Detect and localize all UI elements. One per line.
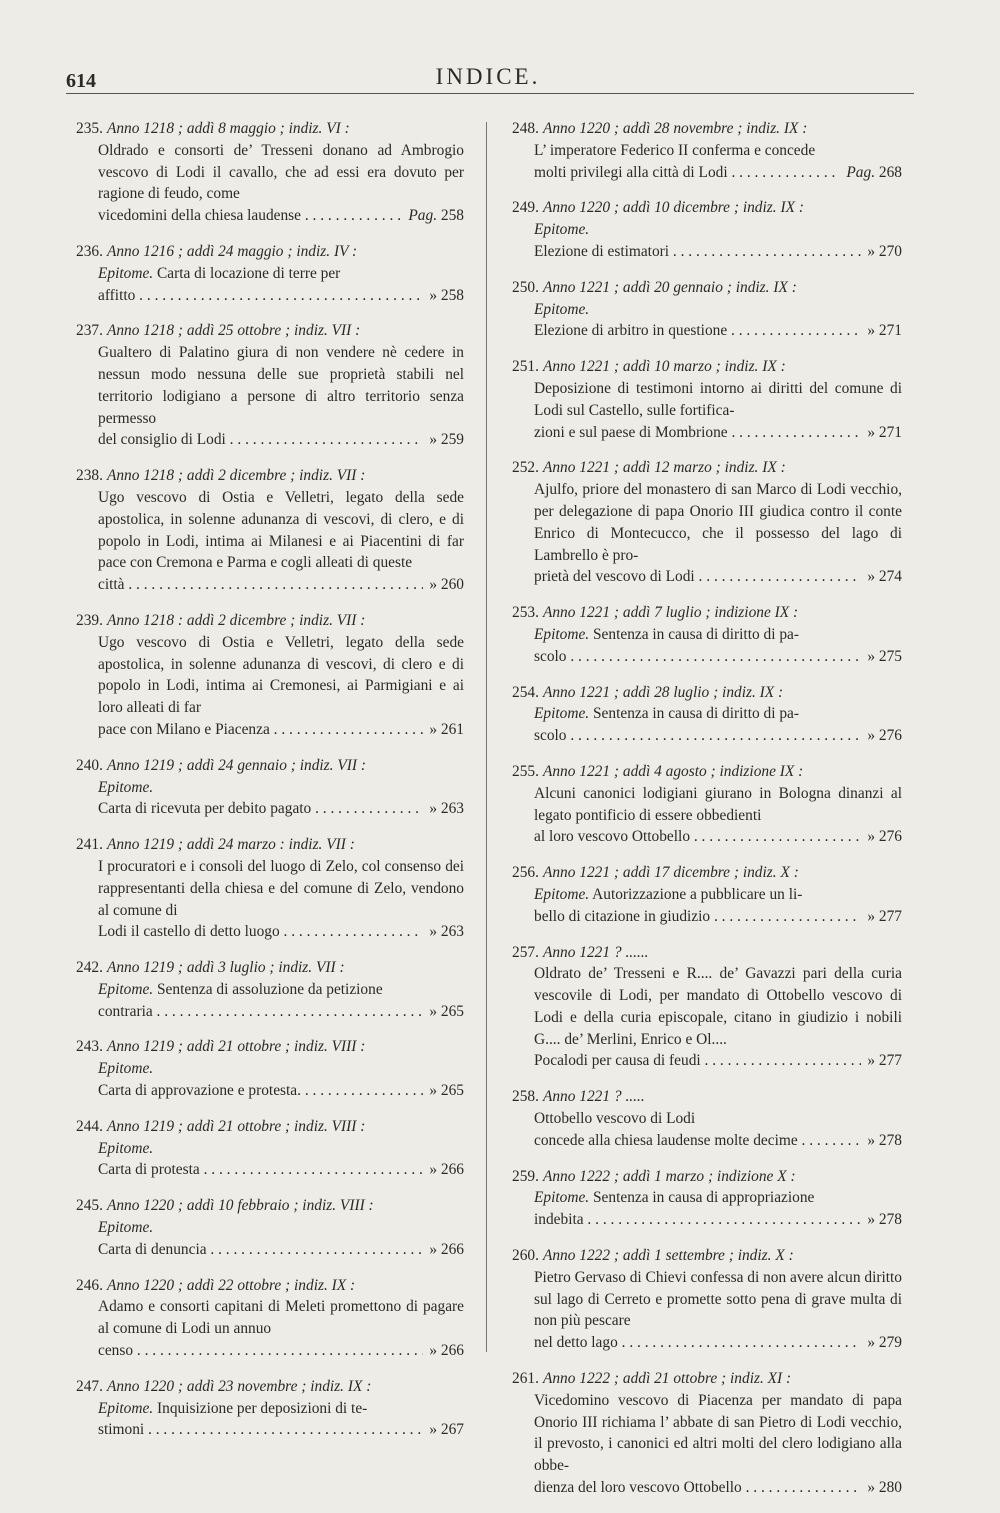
entry-last-line: Carta di ricevuta per debito pagato . . . <box>98 798 423 820</box>
entry-date-heading: Anno 1222 ; addì 21 ottobre ; indiz. XI : <box>542 1370 792 1388</box>
entry-number: 244. <box>76 1117 103 1135</box>
page-ref-label: Pag. <box>408 207 438 225</box>
entry-number: 253. <box>512 604 539 622</box>
entry-last-line: scolo . . . <box>534 725 861 747</box>
entry-date-heading: Anno 1218 ; addì 25 ottobre ; indiz. VII : <box>106 322 361 340</box>
page-ref-label: » <box>867 727 876 745</box>
entry-date-heading: Anno 1221 ; addì 10 marzo ; indiz. IX : <box>542 358 786 376</box>
entry-date-heading: Anno 1219 ; addì 21 ottobre ; indiz. VIII : <box>106 1117 366 1135</box>
page-ref-label: » <box>429 1421 438 1439</box>
entry-date-heading: Anno 1219 ; addì 21 ottobre ; indiz. VIII : <box>106 1038 366 1056</box>
entry-number: 241. <box>76 836 103 854</box>
entry-number: 238. <box>76 467 103 485</box>
page-reference: 265 <box>440 1002 464 1020</box>
entry-number: 246. <box>76 1276 103 1294</box>
entry-number: 247. <box>76 1377 103 1395</box>
page-reference: 266 <box>440 1161 464 1179</box>
index-entry <box>512 862 902 927</box>
entry-date-heading: Anno 1216 ; addì 24 maggio ; indiz. IV : <box>106 242 358 260</box>
index-entry <box>512 602 902 667</box>
entry-date-heading: Anno 1222 ; addì 1 marzo ; indizione X : <box>542 1167 796 1185</box>
entry-number: 252. <box>512 459 539 477</box>
epitome-label: Epitome. <box>98 1060 154 1078</box>
page-reference: 263 <box>440 923 464 941</box>
entry-last-line: molti privilegi alla città di Lodi . . . <box>534 162 840 184</box>
entry-text: Inquisizione per deposizioni di te- <box>157 1399 368 1417</box>
entry-last-line: stimoni . . . <box>98 1419 423 1441</box>
entry-date-heading: Anno 1220 ; addì 22 ottobre ; indiz. IX : <box>106 1276 356 1294</box>
column-divider <box>486 122 487 1352</box>
index-entry <box>76 957 464 1022</box>
entry-last-line: Carta di approvazione e protesta. . . . <box>98 1080 423 1102</box>
entry-last-line: Elezione di arbitro in questione . . . <box>534 320 861 342</box>
index-entry <box>76 118 464 227</box>
page-reference: 280 <box>878 1479 902 1497</box>
page-reference: 276 <box>878 727 902 745</box>
entry-text: I procuratori e i consoli del luogo di Zelo, col consenso dei rappresentanti della chiesa e del comune di Zelo, vendono al comune di <box>98 857 464 919</box>
entry-last-line: città . . . <box>98 574 423 596</box>
entry-number: 237. <box>76 322 103 340</box>
page-reference: 259 <box>440 431 464 449</box>
index-entry <box>512 1166 902 1231</box>
page-reference: 271 <box>878 423 902 441</box>
entry-text: Ottobello vescovo di Lodi <box>534 1110 696 1128</box>
page-ref-label: » <box>429 720 438 738</box>
entry-last-line: Carta di protesta . . . <box>98 1159 423 1181</box>
entry-text: Sentenza in causa di diritto di pa- <box>593 705 800 723</box>
entry-date-heading: Anno 1220 ; addì 10 febbraio ; indiz. VIII : <box>106 1197 374 1215</box>
entry-number: 236. <box>76 242 103 260</box>
page-ref-label: » <box>429 286 438 304</box>
entry-date-heading: Anno 1219 ; addì 24 marzo : indiz. VII : <box>106 836 355 854</box>
entry-last-line: Lodi il castello di detto luogo . . . <box>98 921 423 943</box>
index-entry <box>76 610 464 741</box>
page-ref-label: » <box>429 1082 438 1100</box>
entry-date-heading: Anno 1220 ; addì 28 novembre ; indiz. IX : <box>542 120 808 137</box>
entry-number: 255. <box>512 762 539 780</box>
entry-text: L’ imperatore Federico II conferma e concede <box>534 141 816 159</box>
entry-text: Pietro Gervaso di Chievi confessa di non avere alcun diritto sul lago di Cerreto e promette sotto pena di grave multa di non più pescare <box>534 1268 902 1330</box>
right-column <box>512 118 902 1513</box>
page-ref-label: » <box>429 431 438 449</box>
index-entry <box>76 320 464 451</box>
page-ref-label: » <box>429 1002 438 1020</box>
page-ref-label: » <box>429 923 438 941</box>
index-entry <box>512 682 902 747</box>
epitome-label: Epitome. <box>534 885 590 903</box>
page-reference: 278 <box>878 1211 902 1229</box>
index-entry <box>76 1275 464 1362</box>
index-entry <box>512 457 902 588</box>
entry-date-heading: Anno 1219 ; addì 3 luglio ; indiz. VII : <box>106 959 345 977</box>
entry-date-heading: Anno 1220 ; addì 23 novembre ; indiz. IX : <box>106 1377 372 1395</box>
page-reference: 277 <box>878 907 902 925</box>
entry-text: Ugo vescovo di Ostia e Velletri, legato della sede apostolica, in solenne adunanza di vescovi, di clero e di popolo in Lodi, intima ai Cremonesi, ai Parmigiani e ai loro alleati di far <box>98 633 464 717</box>
entry-date-heading: Anno 1221 ; addì 4 agosto ; indizione IX : <box>542 762 804 780</box>
entry-last-line: pace con Milano e Piacenza . . . <box>98 719 423 741</box>
page-number: 614 <box>66 70 96 92</box>
page-ref-label: » <box>429 800 438 818</box>
page-ref-label: » <box>867 423 876 441</box>
entry-text: Ugo vescovo di Ostia e Velletri, legato della sede apostolica, in solenne adunanza di vescovi, di clero, e di popolo in Lodi, intima ai Milanesi e ai Piacentini di far pace con Cremona e Parma e cogli alleati di queste <box>98 488 464 572</box>
entry-date-heading: Anno 1221 ; addì 7 luglio ; indizione IX : <box>542 604 799 622</box>
entry-number: 248. <box>512 120 539 137</box>
page-ref-label: » <box>429 1342 438 1360</box>
page-ref-label: » <box>867 907 876 925</box>
entry-number: 254. <box>512 683 539 701</box>
entry-date-heading: Anno 1220 ; addì 10 dicembre ; indiz. IX : <box>542 199 804 217</box>
index-entry <box>76 465 464 596</box>
page-ref-label: » <box>867 828 876 846</box>
page-reference: 270 <box>878 242 902 260</box>
page-ref-label: » <box>867 568 876 586</box>
entry-text: Autorizzazione a pubblicare un li- <box>592 885 803 903</box>
page-reference: 263 <box>440 800 464 818</box>
epitome-label: Epitome. <box>98 778 154 796</box>
page-ref-label: » <box>867 242 876 260</box>
entry-number: 249. <box>512 199 539 217</box>
entry-text: Sentenza di assoluzione da petizione <box>157 980 383 998</box>
index-entry <box>512 277 902 342</box>
entry-number: 257. <box>512 943 539 961</box>
index-entry <box>76 755 464 820</box>
page-title: INDICE. <box>435 64 541 89</box>
page-reference: 271 <box>878 322 902 340</box>
page-ref-label: » <box>867 1131 876 1149</box>
index-entry <box>512 1245 902 1354</box>
entry-number: 250. <box>512 278 539 296</box>
entry-last-line: Carta di denuncia . . . <box>98 1239 423 1261</box>
entry-text: Alcuni canonici lodigiani giurano in Bologna dinanzi al legato pontificio di essere obbedienti <box>534 784 902 824</box>
entry-number: 245. <box>76 1197 103 1215</box>
entry-text: Adamo e consorti capitani di Meleti promettono di pagare al comune di Lodi un annuo <box>98 1298 464 1338</box>
index-entry <box>512 1368 902 1499</box>
entry-number: 239. <box>76 611 103 629</box>
entry-text: Deposizione di testimoni intorno ai diritti del comune di Lodi sul Castello, sulle fortifica- <box>534 379 902 419</box>
entry-number: 240. <box>76 756 103 774</box>
entry-last-line: Pocalodi per causa di feudi . . . <box>534 1050 861 1072</box>
entry-number: 243. <box>76 1038 103 1056</box>
entry-date-heading: Anno 1221 ? ...... <box>542 943 649 961</box>
index-entry <box>76 1376 464 1441</box>
page-reference: 267 <box>440 1421 464 1439</box>
entry-date-heading: Anno 1221 ; addì 17 dicembre ; indiz. X : <box>542 864 799 882</box>
entry-last-line: Elezione di estimatori . . . <box>534 241 861 263</box>
entry-number: 259. <box>512 1167 539 1185</box>
entry-last-line: censo . . . <box>98 1340 423 1362</box>
entry-date-heading: Anno 1221 ? ..... <box>542 1088 645 1106</box>
index-entry <box>512 942 902 1073</box>
entry-last-line: scolo . . . <box>534 646 861 668</box>
index-entry <box>512 118 902 183</box>
entry-last-line: zioni e sul paese di Mombrione . . . <box>534 422 861 444</box>
page-reference: 276 <box>878 828 902 846</box>
page-reference: 258 <box>440 207 464 225</box>
entry-date-heading: Anno 1218 ; addì 8 maggio ; indiz. VI : <box>106 120 350 137</box>
entry-date-heading: Anno 1218 ; addì 2 dicembre ; indiz. VII : <box>106 467 366 485</box>
page-reference: 258 <box>440 286 464 304</box>
epitome-label: Epitome. <box>98 264 154 282</box>
entry-last-line: al loro vescovo Ottobello . . . <box>534 826 861 848</box>
epitome-label: Epitome. <box>98 980 154 998</box>
page-ref-label: » <box>429 1161 438 1179</box>
page-reference: 279 <box>878 1334 902 1352</box>
page-reference: 266 <box>440 1240 464 1258</box>
page-reference: 278 <box>878 1131 902 1149</box>
entry-last-line: contraria . . . <box>98 1001 423 1023</box>
entry-date-heading: Anno 1221 ; addì 20 gennaio ; indiz. IX : <box>542 278 797 296</box>
epitome-label: Epitome. <box>534 625 590 643</box>
page-ref-label: » <box>867 322 876 340</box>
entry-date-heading: Anno 1218 : addì 2 dicembre ; indiz. VII : <box>106 611 366 629</box>
page-ref-label: » <box>867 1334 876 1352</box>
entry-text: Sentenza in causa di appropriazione <box>593 1189 815 1207</box>
page-reference: 260 <box>440 576 464 594</box>
entry-number: 242. <box>76 959 103 977</box>
entry-text: Gualtero di Palatino giura di non vendere nè cedere in nessun modo nessuna delle sue proprietà stabili nel territorio lodigiano a persone di altro territorio senza permesso <box>98 344 464 427</box>
entry-number: 256. <box>512 864 539 882</box>
epitome-label: Epitome. <box>534 705 590 723</box>
entry-last-line: del consiglio di Lodi . . . <box>98 429 423 451</box>
entry-text: Sentenza in causa di diritto di pa- <box>593 625 800 643</box>
epitome-label: Epitome. <box>534 221 590 239</box>
page-header <box>66 58 910 90</box>
page-reference: 265 <box>440 1082 464 1100</box>
epitome-label: Epitome. <box>98 1219 154 1237</box>
entry-last-line: vicedomini della chiesa laudense . . . <box>98 205 402 227</box>
page-ref-label: » <box>867 1052 876 1070</box>
entry-last-line: concede alla chiesa laudense molte decime . . . <box>534 1130 861 1152</box>
page-reference: 266 <box>440 1342 464 1360</box>
entry-last-line: prietà del vescovo di Lodi . . . <box>534 566 861 588</box>
index-entry <box>512 1086 902 1151</box>
entry-text: Ajulfo, priore del monastero di san Marco di Lodi vecchio, per delegazione di papa Onorio III giudica contro il conte Enrico di Montecucco, che il possesso del lago di Lambrello è pro- <box>534 481 902 564</box>
entry-date-heading: Anno 1221 ; addì 28 luglio ; indiz. IX : <box>542 683 784 701</box>
page-ref-label: » <box>867 1479 876 1497</box>
epitome-label: Epitome. <box>534 1189 590 1207</box>
index-entry <box>76 1195 464 1260</box>
page-reference: 274 <box>878 568 902 586</box>
entry-number: 258. <box>512 1088 539 1106</box>
page-reference: 275 <box>878 647 902 665</box>
entry-last-line: indebita . . . <box>534 1209 861 1231</box>
index-entry <box>512 761 902 848</box>
epitome-label: Epitome. <box>534 300 590 318</box>
page-ref-label: » <box>429 576 438 594</box>
entry-text: Oldrato de’ Tresseni e R.... de’ Gavazzi pari della curia vescovile di Lodi, per mandato di Ottobello vescovo di Lodi e della curia episcopale, citano in giudizio i nobili G.... de’ Merlini, Enrico e Ol.... <box>534 965 902 1048</box>
entry-number: 261. <box>512 1370 539 1388</box>
entry-number: 235. <box>76 120 103 137</box>
index-entry <box>76 241 464 306</box>
index-entry <box>512 197 902 262</box>
epitome-label: Epitome. <box>98 1399 154 1417</box>
epitome-label: Epitome. <box>98 1139 154 1157</box>
page-reference: 268 <box>878 163 902 181</box>
index-entry <box>76 834 464 943</box>
header-rule <box>66 93 914 94</box>
entry-last-line: bello di citazione in giudizio . . . <box>534 906 861 928</box>
left-column <box>76 118 464 1455</box>
index-entry <box>512 356 902 443</box>
entry-text: Oldrado e consorti de’ Tresseni donano ad Ambrogio vescovo di Lodi il cavallo, che ad essi era dovuto per ragione di feudo, come <box>98 141 464 203</box>
entry-date-heading: Anno 1221 ; addì 12 marzo ; indiz. IX : <box>542 459 786 477</box>
page-ref-label: » <box>429 1240 438 1258</box>
entry-last-line: nel detto lago . . . <box>534 1332 861 1354</box>
page-ref-label: » <box>867 647 876 665</box>
entry-number: 260. <box>512 1247 539 1265</box>
page-ref-label: Pag. <box>846 163 876 181</box>
entry-last-line: affitto . . . <box>98 285 423 307</box>
page-ref-label: » <box>867 1211 876 1229</box>
page-reference: 277 <box>878 1052 902 1070</box>
page-reference: 261 <box>440 720 464 738</box>
entry-last-line: dienza del loro vescovo Ottobello . . . <box>534 1477 861 1499</box>
entry-date-heading: Anno 1219 ; addì 24 gennaio ; indiz. VII : <box>106 756 366 774</box>
index-entry <box>76 1116 464 1181</box>
index-entry <box>76 1036 464 1101</box>
entry-text: Carta di locazione di terre per <box>157 264 341 282</box>
entry-date-heading: Anno 1222 ; addì 1 settembre ; indiz. X : <box>542 1247 794 1265</box>
entry-text: Vicedomino vescovo di Piacenza per mandato di papa Onorio III richiama l’ abbate di san Pietro di Lodi vecchio, il prevosto, i canonici ed altri molti del clero lodigiano alla obbe- <box>534 1391 902 1475</box>
entry-number: 251. <box>512 358 539 376</box>
